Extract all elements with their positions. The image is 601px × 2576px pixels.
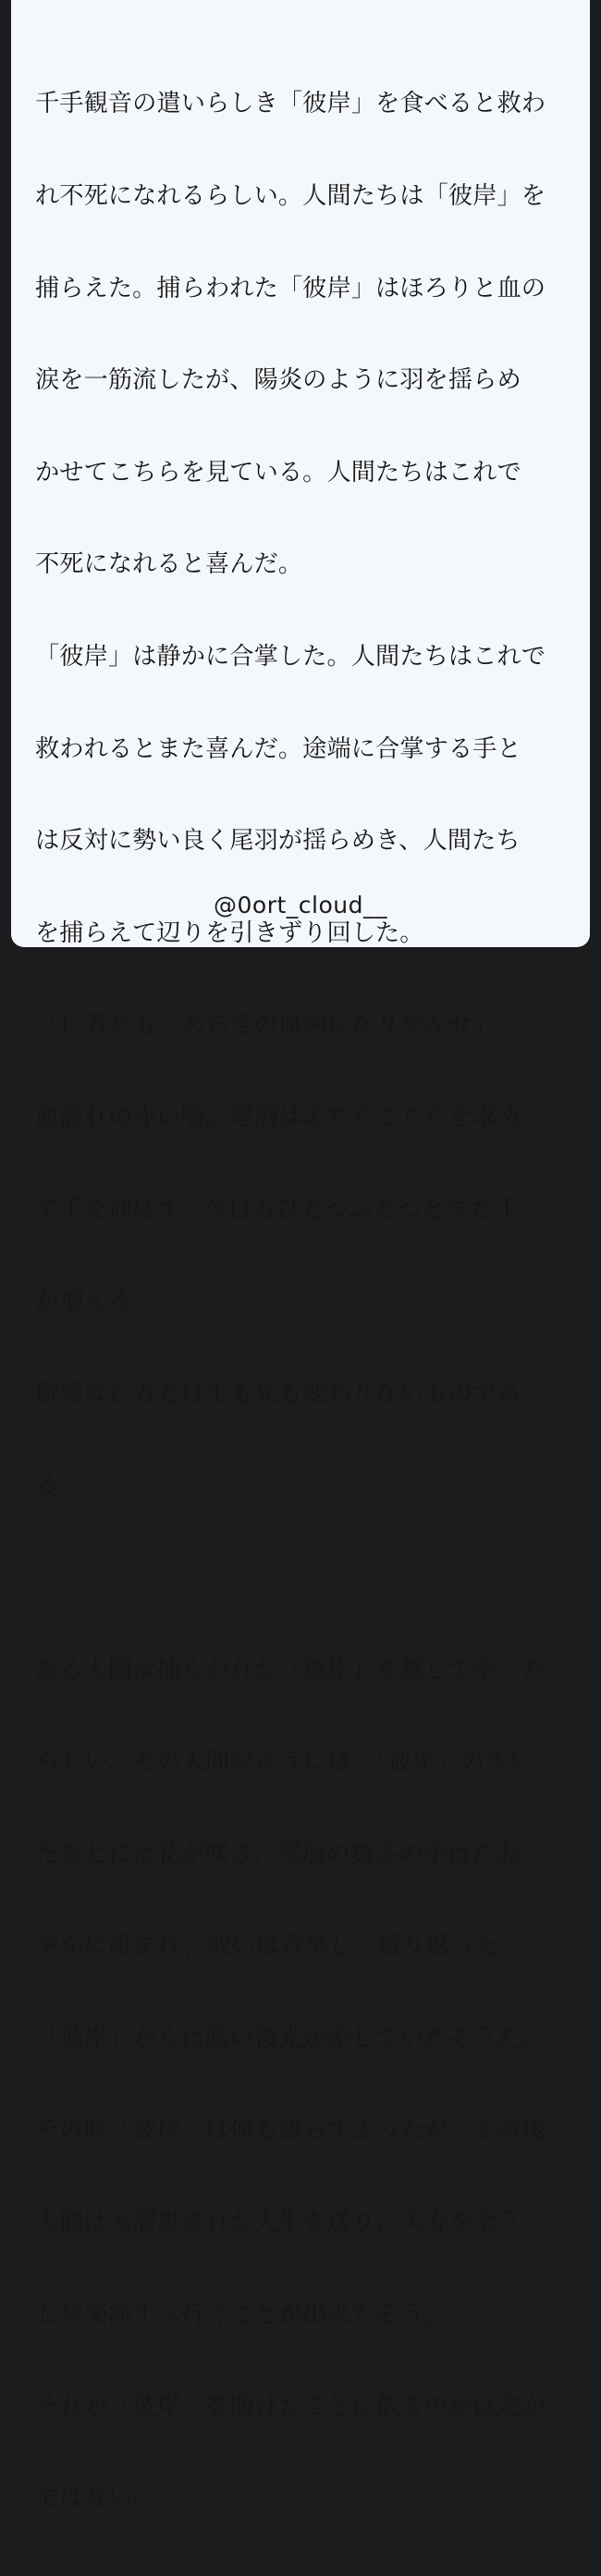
text-line: かせてこちらを見ている。人間たちはこれで xyxy=(35,458,521,487)
text-line: れ不死になれるらしい。人間たちは「彼岸」を xyxy=(35,182,546,210)
post-card xyxy=(11,0,590,2513)
author-handle: @0ort_cloud__ xyxy=(214,892,387,918)
text-line: 不死になれると喜んだ。 xyxy=(35,550,303,579)
text-line: やかに組まれ、或いは合掌し、振り返った xyxy=(35,1932,499,1961)
text-line: を捕らえて辺りを引きずり回した。 xyxy=(35,918,424,947)
text-line: ではない。 xyxy=(35,2484,157,2513)
text-line: 「亡者ども、あちきの血肉になりやんせ」 xyxy=(35,1011,497,1040)
text-line: て手を伸ばす。今日もひとつふたつとまた手 xyxy=(35,1195,520,1224)
text-line: たあとには花が咲き、尾羽の数多の手はたお xyxy=(35,1840,521,1868)
text-line: 「彼岸」は静かに合掌した。人間たちはこれで xyxy=(35,642,546,671)
text-line: その時「彼岸」は何も語らず去ったが、その後 xyxy=(35,2116,546,2145)
text-line: らしい。その人間が言うには、「彼岸」の歩い xyxy=(35,1748,534,1777)
text-line: 血濡れの赤い嘴。尾羽はあちらこちらを求め xyxy=(35,1103,521,1131)
text-line: 傲慢な亡者とは生も死も変わりないものであ xyxy=(35,1379,521,1408)
blank-line xyxy=(35,1563,570,1594)
text-line: 千手観音の遣いらしき「彼岸」を食べると救わ xyxy=(35,90,546,118)
text-line: 捕らえた。捕らわれた「彼岸」はほろりと血の xyxy=(35,274,546,302)
text-line: ある人間は捕らわれた「彼岸」を離してやった xyxy=(35,1656,546,1684)
text-line: 人間は大層恵まれた人生を送り、天寿を全う xyxy=(35,2209,521,2237)
text-line: 涙を一筋流したが、陽炎のように羽を揺らめ xyxy=(35,366,521,395)
text-line: 救われるとまた喜んだ。途端に合掌する手と xyxy=(35,734,521,763)
text-line: る。 xyxy=(35,1472,84,1500)
text-line: し極楽浄土へ行くことが出来たそう。 xyxy=(35,2300,448,2329)
text-line: は反対に勢い良く尾羽が揺らめき、人間たち xyxy=(35,827,521,856)
post-body-text xyxy=(35,28,570,2576)
text-line: が増える。 xyxy=(35,1288,157,1316)
text-line: 「彼岸」からは眩い後光が差していたそうだ。 xyxy=(35,2024,546,2052)
text-line: それが「彼岸」を助けたことに依るのかは定か xyxy=(35,2393,546,2422)
